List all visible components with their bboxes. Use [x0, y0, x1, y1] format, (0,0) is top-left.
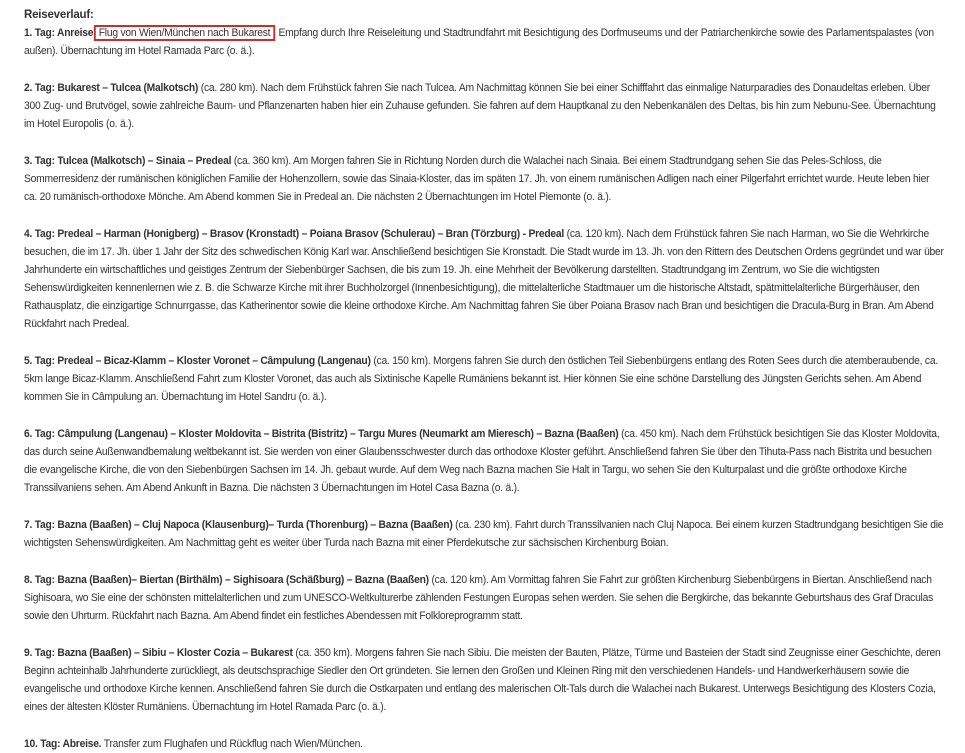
- itinerary-heading: Reiseverlauf:: [24, 9, 94, 21]
- day-5-paragraph: [24, 352, 944, 406]
- day-7-paragraph: [24, 516, 944, 552]
- day-description: (ca. 360 km). Am Morgen fahren Sie in Richtung Norden durch die Walachei nach Sinaia. Bei einem Stadtrundgang sehen Sie das Peles-Schloss, die Sommerresidenz der rumänischen königlichen Familie der Hohenzollern, sowie das Sinaia-Kloster, das im späten 17. Jh. von einem rumänischen Adligen nach einer Pilgerfahrt errichtet wurde. Heute leben hier ca. 20 rumänisch-orthodoxe Mönche. Am Abend kommen Sie in Predeal an. Die nächsten 2 Übernachtungen im Hotel Piemonte (o. ä.).: [24, 155, 930, 203]
- day-1-paragraph: [24, 24, 944, 60]
- day-title: 5. Tag: Predeal – Bicaz-Klamm – Kloster Voronet – Câmpulung (Langenau): [24, 355, 371, 367]
- day-title: 6. Tag: Câmpulung (Langenau) – Kloster Moldovita – Bistrita (Bistritz) – Targu Mures (Neumarkt am Mieresch) – Bazna (Baaßen): [24, 428, 619, 440]
- day-2-paragraph: [24, 79, 944, 133]
- day-4-paragraph: [24, 225, 944, 333]
- day-6-paragraph: [24, 425, 944, 497]
- day-8-paragraph: [24, 571, 944, 625]
- day-title: 2. Tag: Bukarest – Tulcea (Malkotsch): [24, 82, 199, 94]
- day-description: (ca. 450 km). Nach dem Frühstück besichtigen Sie das Kloster Moldovita, das durch seine Außenwandbemalung weltbekannt ist. Sie werden von einer Glaubensschwester durch das orthodoxe Kloster geführt. Anschließend fahren Sie über den Tihuta-Pass nach Bistrita und besuchen die evangelische Kirche, die von den Siebenbürgen Sachsen im 14. Jh. gebaut wurde. Auf dem Weg nach Bazna machen Sie Halt in Targu, wo sehen Sie den Kulturpalast und die größte orthodoxe Kirche Transsilvaniens sehen. Am Abend Ankunft in Bazna. Die nächsten 3 Übernachtungen im Hotel Casa Bazna (o. ä.).: [24, 428, 940, 494]
- day-3-paragraph: [24, 152, 944, 206]
- day-9-paragraph: [24, 644, 944, 716]
- day-title: 8. Tag: Bazna (Baaßen)– Biertan (Birthälm) – Sighisoara (Schäßburg) – Bazna (Baaßen): [24, 574, 429, 586]
- day-title: 4. Tag: Predeal – Harman (Honigberg) – Brasov (Kronstadt) – Poiana Brasov (Schulerau) – Bran (Törzburg) - Predeal: [24, 228, 565, 240]
- day-description: Empfang durch Ihre Reiseleitung und Stadtrundfahrt mit Besichtigung des Dorfmuseums und der Patriarchenkirche sowie des Parlamentspalastes (von außen). Übernachtung im Hotel Ramada Parc (o. ä.).: [24, 27, 934, 57]
- day-description: Transfer zum Flughafen und Rückflug nach Wien/München.: [101, 738, 363, 750]
- day-description: (ca. 280 km). Nach dem Frühstück fahren Sie nach Tulcea. Am Nachmittag können Sie bei einer Schifffahrt das einmalige Naturparadies des Donaudeltas erleben. Über 300 Zug- und Brutvögel, sowie zahlreiche Baum- und Pflanzenarten haben hier ein Zuhause gefunden. Sie fahren auf dem Hauptkanal zu den Nebenkanälen des Deltas, bis hin zum Nebunu-See. Übernachtung im Hotel Europolis (o. ä.).: [24, 82, 936, 130]
- day-title: 1. Tag: Anreise: [24, 27, 94, 39]
- day-description: (ca. 150 km). Morgens fahren Sie durch den östlichen Teil Siebenbürgens entlang des Roten Sees durch die atemberaubende, ca. 5km lange Bicaz-Klamm. Anschließend Fahrt zum Kloster Voronet, das auch als Sixtinische Kapelle Rumäniens bekannt ist. Hier können Sie eine schöne Darstellung des Jüngsten Gerichts sehen. Am Abend kommen Sie in Câmpulung an. Übernachtung im Hotel Sandru (o. ä.).: [24, 355, 938, 403]
- day-description: (ca. 120 km). Nach dem Frühstück fahren Sie nach Harman, wo Sie die Wehrkirche besuchen, die im 17. Jh. über 1 Jahr der Sitz des schwedischen König Karl war. Anschließend besichtigen Sie Kronstadt. Die Stadt wurde im 13. Jh. von den Rittern des Deutschen Ordens gegründet und war über Jahrhunderte ein wirtschaftliches und geistiges Zentrum der Siebenbürger Sachsen, die bis zum 19. Jh. eine Mehrheit der Bevölkerung darstellten. Stadtrundgang im Zentrum, wo Sie die wichtigsten Sehenswürdigkeiten kennenlernen wie z. B. die Schwarze Kirche mit ihrer Buchholzorgel (Innenbesichtigung), die mittelalterliche Stadtmauer um die historische Altstadt, spätmittelalterliche Bürgerhäuser, den Rathausplatz, die einzigartige Schnurrgasse, das Katherinentor sowie die kleine orthodoxe Kirche. Am Nachmittag fahren Sie über Poiana Brasov nach Bran und besichtigen die Dracula-Burg in Bran. Am Abend Rückfahrt nach Predeal.: [24, 228, 944, 330]
- day-title: 10. Tag: Abreise.: [24, 738, 102, 750]
- day-description: (ca. 120 km). Am Vormittag fahren Sie Fahrt zur größten Kirchenburg Siebenbürgens in Biertan. Anschließend nach Sighisoara, wo Sie eine der schönsten mittelalterlichen und zum UNESCO-Weltkulturerbe zählenden Festungen Europas sehen werden. Sie sehen die Bergkirche, das bekannte Geburtshaus des Graf Draculas sowie den Uhrturm. Rückfahrt nach Bazna. Am Abend findet ein festliches Abendessen mit Folkloreprogramm statt.: [24, 574, 934, 622]
- day-title: 7. Tag: Bazna (Baaßen) – Cluj Napoca (Klausenburg)– Turda (Thorenburg) – Bazna (Baaßen): [24, 519, 453, 531]
- day-description: (ca. 350 km). Morgens fahren Sie nach Sibiu. Die meisten der Bauten, Plätze, Türme und Basteien der Stadt sind Zeugnisse einer Geschichte, deren Beginn achteinhalb Jahrhunderte zurückliegt, als deutschsprachige Siedler den Ort gründeten. Sie lernen den Großen und Kleinen Ring mit den verschiedenen Handels- und Handwerkerhäusern sowie die evangelische und orthodoxe Kirche kennen. Anschließend fahren Sie durch die Ostkarpaten und entlang des malerischen Olt-Tals durch die Walachei nach Bukarest. Unterwegs Besichtigung des Klosters Cozia, eines der ältesten Klöster Rumäniens. Übernachtung im Hotel Ramada Parc (o. ä.).: [24, 647, 941, 713]
- highlighted-flight-text: Flug von Wien/München nach Bukarest: [94, 25, 275, 41]
- day-title: 3. Tag: Tulcea (Malkotsch) – Sinaia – Predeal: [24, 155, 232, 167]
- day-description: (ca. 230 km). Fahrt durch Transsilvanien nach Cluj Napoca. Bei einem kurzen Stadtrundgang besichtigen Sie die wichtigsten Sehenswürdigkeiten. Am Nachmittag geht es weiter über Turda nach Bazna mit einer Pferdekutsche zur sächsischen Kirchenburg Boian.: [24, 519, 944, 549]
- day-10-paragraph: [24, 735, 944, 753]
- day-title: 9. Tag: Bazna (Baaßen) – Sibiu – Kloster Cozia – Bukarest: [24, 647, 293, 659]
